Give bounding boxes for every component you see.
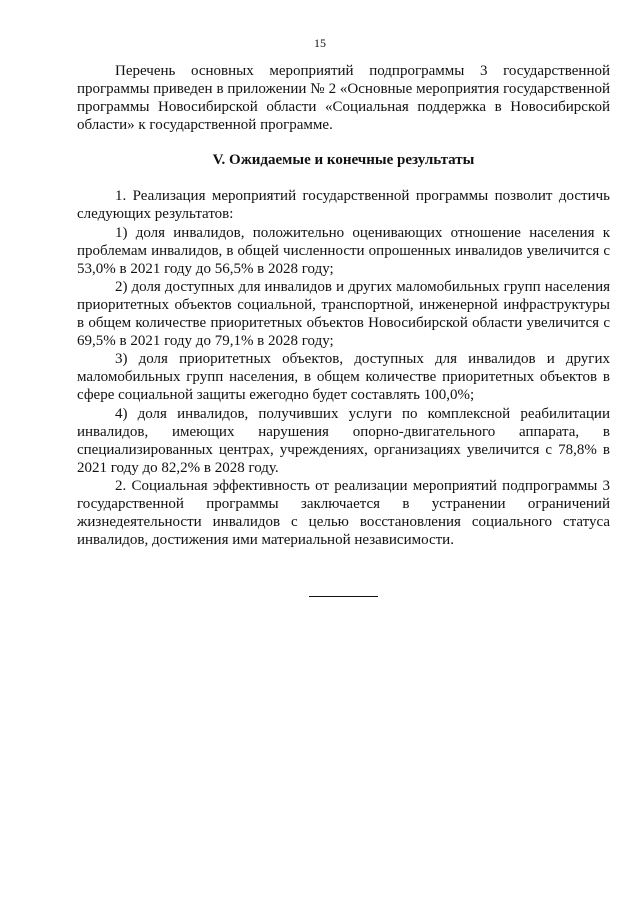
result-item-2: 2) доля доступных для инвалидов и других маломобильных групп населения приоритетных объектов социальной, транспортной, инженерной инфраструктуры в общем количестве приоритетных объектов Новосибирской области увеличится с 69,5% в 2021 году до 79,1% в 2028 году;: [77, 278, 610, 350]
page-number: 15: [314, 36, 326, 50]
result-item-4: 4) доля инвалидов, получивших услуги по комплексной реабилитации инвалидов, имеющих нарушения опорно-двигательного аппарата, в специализированных центрах, учреждениях, организациях увеличится с 78,8% в 2021 году до 82,2% в 2028 году.: [77, 405, 610, 476]
result-item-3: 3) доля приоритетных объектов, доступных для инвалидов и других маломобильных групп населения, в общем количестве приоритетных объектов в сфере социальной защиты ежегодно будет составлять 100,0%;: [77, 351, 610, 404]
results-intro-paragraph: 1. Реализация мероприятий государственной программы позволит достичь следующих результатов:: [77, 188, 610, 223]
intro-paragraph: Перечень основных мероприятий подпрограммы 3 государственной программы приведен в приложении № 2 «Основные мероприятия государственной программы Новосибирской области «Социальная поддержка в Новосибирской области» к государственной программе.: [77, 63, 610, 134]
social-effectiveness-paragraph: 2. Социальная эффективность от реализации мероприятий подпрограммы 3 государственной программы заключается в устранении ограничений жизнедеятельности инвалидов с целью восстановления социального статуса инвалидов, достижения ими материальной независимости.: [77, 477, 610, 549]
section-title: V. Ожидаемые и конечные результаты: [212, 152, 475, 169]
page-content: [77, 62, 610, 549]
result-item-1: 1) доля инвалидов, положительно оценивающих отношение населения к проблемам инвалидов, в общей численности опрошенных инвалидов увеличится с 53,0% в 2021 году до 56,5% в 2028 году;: [77, 224, 610, 277]
end-divider-line: [309, 596, 378, 597]
